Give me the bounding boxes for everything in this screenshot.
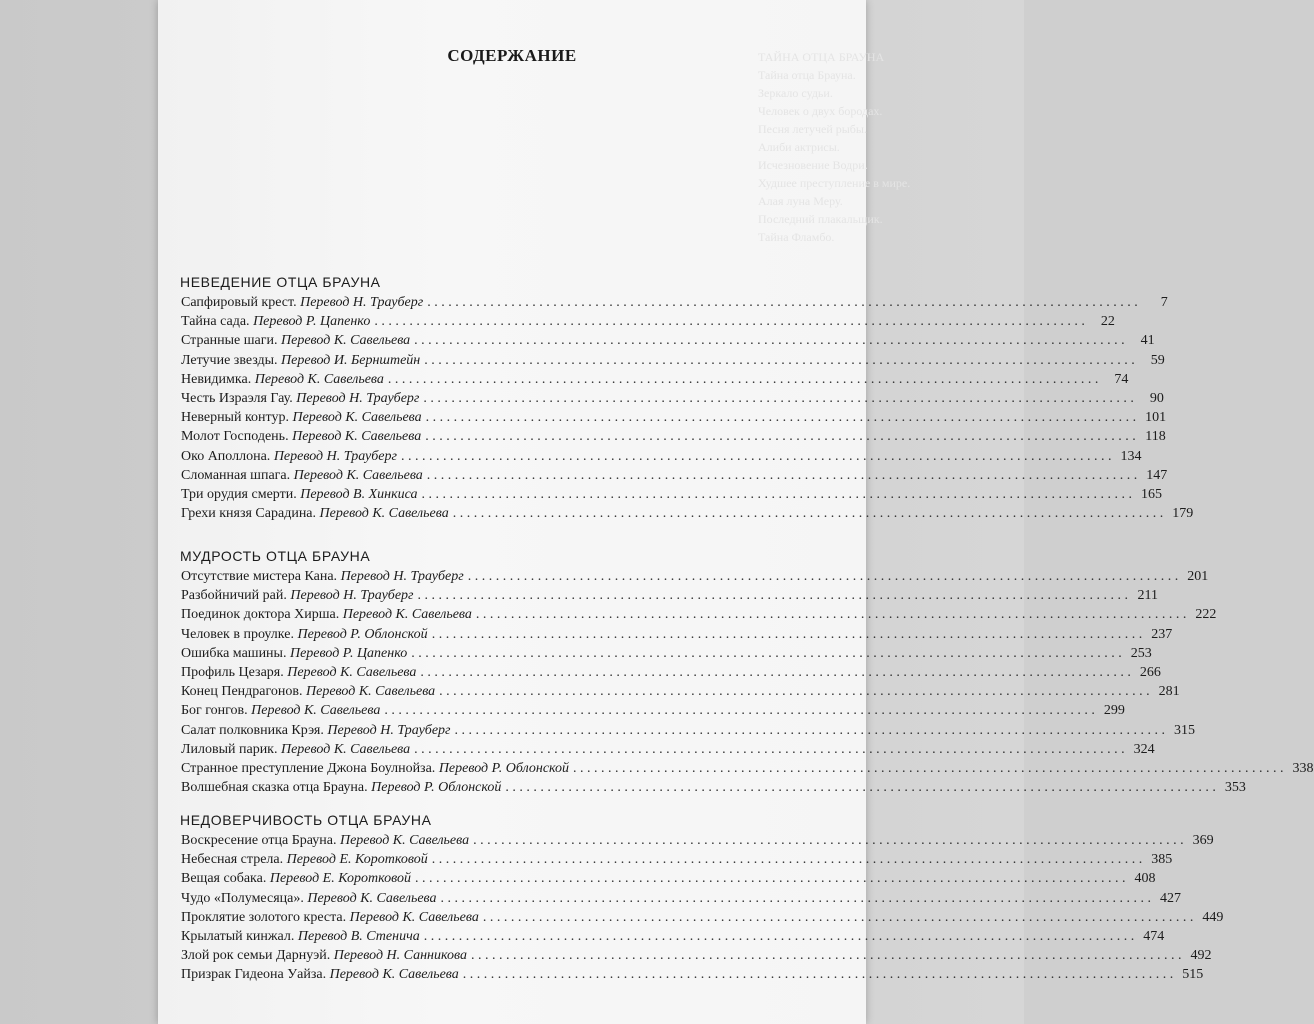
- entry-translator: Перевод К. Савельева: [342, 607, 472, 623]
- entry-translator: Перевод К. Савельева: [251, 703, 381, 719]
- entry-page-number: 299: [1103, 703, 1125, 719]
- dot-leader: [476, 605, 1187, 624]
- dot-leader: [483, 908, 1194, 927]
- entry-translator: Перевод Н. Трауберг: [300, 295, 424, 310]
- toc-entry[interactable]: [180, 965, 1204, 984]
- entry-translator: Перевод К. Савельева: [306, 684, 436, 700]
- entry-page-number: 324: [1133, 741, 1155, 757]
- entry-translator: Перевод К. Савельева: [293, 467, 423, 483]
- toc-entry[interactable]: [180, 778, 1246, 797]
- toc-entry[interactable]: [180, 331, 1155, 350]
- entry-title: Бог гонгов.: [181, 703, 248, 719]
- section-heading: НЕДОВЕРЧИВОСТЬ ОТЦА БРАУНА: [180, 812, 432, 828]
- entry-translator: Перевод К. Савельева: [292, 410, 422, 426]
- entry-translator: Перевод В. Хинкиса: [300, 486, 418, 502]
- entry-translator: Перевод И. Бернштейн: [281, 352, 421, 368]
- dot-leader: [401, 447, 1112, 466]
- entry-title: Тайна сада.: [181, 314, 250, 330]
- entry-translator: Перевод Н. Трауберг: [327, 722, 451, 738]
- toc-entry[interactable]: [180, 946, 1212, 965]
- dot-leader: [471, 946, 1182, 965]
- entry-title: Око Аполлона.: [181, 448, 271, 464]
- show-through-line: Песня летучей рыбы.: [758, 122, 867, 136]
- book-page: [158, 0, 1314, 1024]
- dot-leader: [374, 312, 1085, 331]
- dot-leader: [420, 663, 1131, 682]
- entry-title: Неверный контур.: [181, 410, 289, 426]
- entry-translator: Перевод К. Савельева: [319, 506, 449, 522]
- toc-entry[interactable]: [180, 567, 1209, 586]
- dot-leader: [432, 625, 1143, 644]
- entry-title: Сломанная шпага.: [181, 467, 291, 483]
- show-through-line: Тайна отца Брауна.: [758, 68, 856, 82]
- entry-page-number: 338: [1292, 760, 1314, 776]
- dot-leader: [384, 701, 1095, 720]
- entry-page-number: 22: [1100, 314, 1115, 330]
- entry-translator: Перевод В. Стенича: [297, 928, 420, 944]
- toc-entry[interactable]: [180, 682, 1180, 701]
- dot-leader: [414, 331, 1125, 350]
- entry-translator: Перевод Е. Коротковой: [269, 871, 412, 887]
- entry-translator: Перевод К. Савельева: [307, 890, 437, 906]
- entry-title: Призрак Гидеона Уайза.: [181, 967, 327, 983]
- entry-page-number: 253: [1130, 645, 1152, 661]
- entry-translator: Перевод Р. Цапенко: [289, 645, 408, 661]
- toc-entry[interactable]: [180, 850, 1173, 869]
- entry-page-number: 492: [1190, 948, 1212, 964]
- entry-page-number: 353: [1224, 780, 1246, 796]
- entry-translator: Перевод Н. Трауберг: [340, 569, 464, 584]
- entry-title: Разбойничий рай.: [181, 588, 287, 604]
- entry-page-number: 59: [1150, 352, 1165, 368]
- entry-page-number: 237: [1151, 626, 1173, 642]
- entry-title: Честь Израэля Гау.: [181, 390, 293, 406]
- entry-page-number: 41: [1140, 333, 1155, 349]
- entry-translator: Перевод К. Савельева: [339, 833, 470, 848]
- toc-entry[interactable]: [180, 663, 1161, 682]
- entry-title: Чудо «Полумесяца».: [181, 890, 304, 906]
- entry-translator: Перевод К. Савельева: [287, 664, 417, 680]
- dot-leader: [439, 682, 1150, 701]
- dot-leader: [426, 408, 1137, 427]
- entry-title: Человек в проулке.: [181, 626, 294, 642]
- dot-leader: [388, 370, 1099, 389]
- toc-entry[interactable]: [180, 740, 1155, 759]
- entry-title: Летучие звезды.: [181, 352, 278, 368]
- toc-entry[interactable]: [180, 427, 1166, 446]
- entry-title: Небесная стрела.: [181, 852, 284, 868]
- entry-page-number: 7: [1160, 295, 1168, 310]
- entry-translator: Перевод Р. Облонской: [297, 626, 428, 642]
- entry-title: Ошибка машины.: [181, 645, 287, 661]
- toc-entry[interactable]: [180, 312, 1115, 331]
- toc-entry[interactable]: [180, 293, 1168, 312]
- dot-leader: [411, 644, 1122, 663]
- entry-title: Странное преступление Джона Боулнойза.: [181, 760, 436, 776]
- entry-translator: Перевод К. Савельева: [254, 371, 384, 387]
- entry-translator: Перевод Н. Трауберг: [290, 588, 414, 604]
- show-through-text: [758, 48, 911, 246]
- toc-entry[interactable]: [180, 485, 1162, 504]
- toc-entry[interactable]: [180, 447, 1142, 466]
- entry-translator: Перевод Н. Трауберг: [296, 390, 420, 406]
- dot-leader: [468, 567, 1179, 586]
- dot-leader: [424, 927, 1135, 946]
- toc-entry[interactable]: [180, 908, 1224, 927]
- toc-entry[interactable]: [180, 701, 1125, 720]
- toc-entry[interactable]: [180, 889, 1182, 908]
- dot-leader: [473, 831, 1184, 850]
- entry-title: Молот Господень.: [181, 429, 289, 445]
- dot-leader: [423, 389, 1134, 408]
- entry-title: Сапфировый крест.: [181, 295, 297, 310]
- dot-leader: [422, 485, 1133, 504]
- section-heading: МУДРОСТЬ ОТЦА БРАУНА: [180, 548, 371, 564]
- entry-title: Проклятие золотого креста.: [181, 909, 347, 925]
- entry-title: Конец Пендрагонов.: [181, 684, 303, 700]
- entry-page-number: 515: [1182, 967, 1204, 983]
- toc-entry[interactable]: [180, 831, 1214, 850]
- entry-title: Невидимка.: [181, 371, 252, 387]
- toc-entry[interactable]: [180, 869, 1156, 888]
- toc-entry[interactable]: [180, 408, 1167, 427]
- entry-translator: Перевод Е. Коротковой: [286, 852, 428, 868]
- entry-title: Профиль Цезаря.: [181, 664, 284, 680]
- show-through-line: Последний плакальщик.: [758, 212, 883, 226]
- show-through-line: ТАЙНА ОТЦА БРАУНА: [758, 50, 885, 64]
- entry-page-number: 385: [1151, 852, 1173, 868]
- section-heading: НЕВЕДЕНИЕ ОТЦА БРАУНА: [180, 274, 381, 290]
- dot-leader: [414, 740, 1125, 759]
- toc-entry[interactable]: [180, 721, 1195, 740]
- entry-page-number: 147: [1146, 467, 1168, 483]
- page-title: СОДЕРЖАНИЕ: [447, 46, 577, 65]
- dot-leader: [427, 466, 1138, 485]
- dot-leader: [424, 351, 1135, 370]
- toc-section-3: [180, 810, 1224, 985]
- dot-leader: [425, 427, 1136, 446]
- toc-entry[interactable]: [180, 759, 1314, 778]
- show-through-line: Алиби актрисы.: [758, 140, 840, 154]
- toc-entry[interactable]: [180, 625, 1173, 644]
- dot-leader: [427, 293, 1138, 312]
- show-through-line: Алая луна Меру.: [758, 194, 843, 208]
- entry-translator: Перевод Н. Трауберг: [273, 448, 397, 464]
- entry-page-number: 408: [1134, 871, 1156, 887]
- entry-title: Три орудия смерти.: [181, 486, 297, 502]
- entry-translator: Перевод К. Савельева: [349, 909, 479, 925]
- entry-title: Лиловый парик.: [181, 741, 278, 757]
- entry-translator: Перевод К. Савельева: [329, 967, 459, 983]
- toc-entry[interactable]: [180, 586, 1158, 605]
- toc-entry[interactable]: [180, 370, 1129, 389]
- entry-page-number: 315: [1174, 722, 1195, 738]
- entry-translator: Перевод Н. Санникова: [333, 948, 467, 964]
- entry-translator: Перевод К. Савельева: [281, 333, 411, 349]
- show-through-line: Зеркало судьи.: [758, 86, 833, 100]
- entry-title: Вещая собака.: [181, 871, 267, 887]
- entry-page-number: 369: [1192, 833, 1214, 848]
- entry-page-number: 201: [1187, 569, 1209, 584]
- dot-leader: [573, 759, 1284, 778]
- entry-title: Волшебная сказка отца Брауна.: [181, 780, 368, 796]
- dot-leader: [463, 965, 1174, 984]
- toc-entry[interactable]: [180, 466, 1168, 485]
- toc-entry[interactable]: [180, 351, 1165, 370]
- dot-leader: [505, 778, 1216, 797]
- entry-title: Салат полковника Крэя.: [181, 722, 324, 738]
- toc-entry[interactable]: [180, 927, 1165, 946]
- entry-page-number: 101: [1145, 410, 1167, 426]
- show-through-line: Тайна Фламбо.: [758, 230, 835, 244]
- entry-translator: Перевод Р. Облонской: [371, 780, 502, 796]
- entry-page-number: 266: [1139, 664, 1161, 680]
- entry-page-number: 179: [1172, 506, 1194, 522]
- entry-page-number: 90: [1149, 390, 1164, 406]
- dot-leader: [441, 889, 1152, 908]
- entry-page-number: 474: [1143, 928, 1165, 944]
- entry-page-number: 281: [1158, 684, 1180, 700]
- show-through-line: Исчезновение Водри.: [758, 158, 868, 172]
- entry-title: Поединок доктора Хирша.: [181, 607, 340, 623]
- entry-page-number: 449: [1202, 909, 1224, 925]
- dot-leader: [415, 869, 1126, 888]
- entry-title: Грехи князя Сарадина.: [181, 506, 317, 522]
- entry-page-number: 165: [1141, 486, 1162, 502]
- entry-title: Странные шаги.: [181, 333, 278, 349]
- toc-entry[interactable]: [180, 389, 1164, 408]
- entry-translator: Перевод К. Савельева: [292, 429, 422, 445]
- toc-entry[interactable]: [180, 504, 1194, 523]
- dot-leader: [455, 721, 1166, 740]
- entry-title: Злой рок семьи Дарнуэй.: [181, 948, 331, 964]
- dot-leader: [418, 586, 1129, 605]
- entry-title: Крылатый кинжал.: [181, 928, 295, 944]
- toc-section-1: [180, 272, 1194, 523]
- entry-title: Воскресение отца Брауна.: [181, 833, 337, 848]
- entry-page-number: 427: [1160, 890, 1182, 906]
- toc-section-2: [180, 546, 1314, 797]
- show-through-line: Человек о двух бородах.: [758, 104, 883, 118]
- entry-page-number: 222: [1195, 607, 1217, 623]
- show-through-line: Худшее преступление в мире.: [758, 176, 911, 190]
- dot-leader: [432, 850, 1143, 869]
- toc-entry[interactable]: [180, 644, 1152, 663]
- entry-translator: Перевод Р. Облонской: [438, 760, 570, 776]
- entry-translator: Перевод К. Савельева: [280, 741, 411, 757]
- entry-page-number: 74: [1114, 371, 1129, 387]
- entry-title: Отсутствие мистера Кана.: [181, 569, 338, 584]
- toc-entry[interactable]: [180, 605, 1217, 624]
- entry-page-number: 211: [1137, 588, 1158, 604]
- entry-translator: Перевод Р. Цапенко: [253, 314, 371, 330]
- entry-page-number: 118: [1145, 429, 1166, 445]
- entry-page-number: 134: [1120, 448, 1142, 464]
- dot-leader: [453, 504, 1164, 523]
